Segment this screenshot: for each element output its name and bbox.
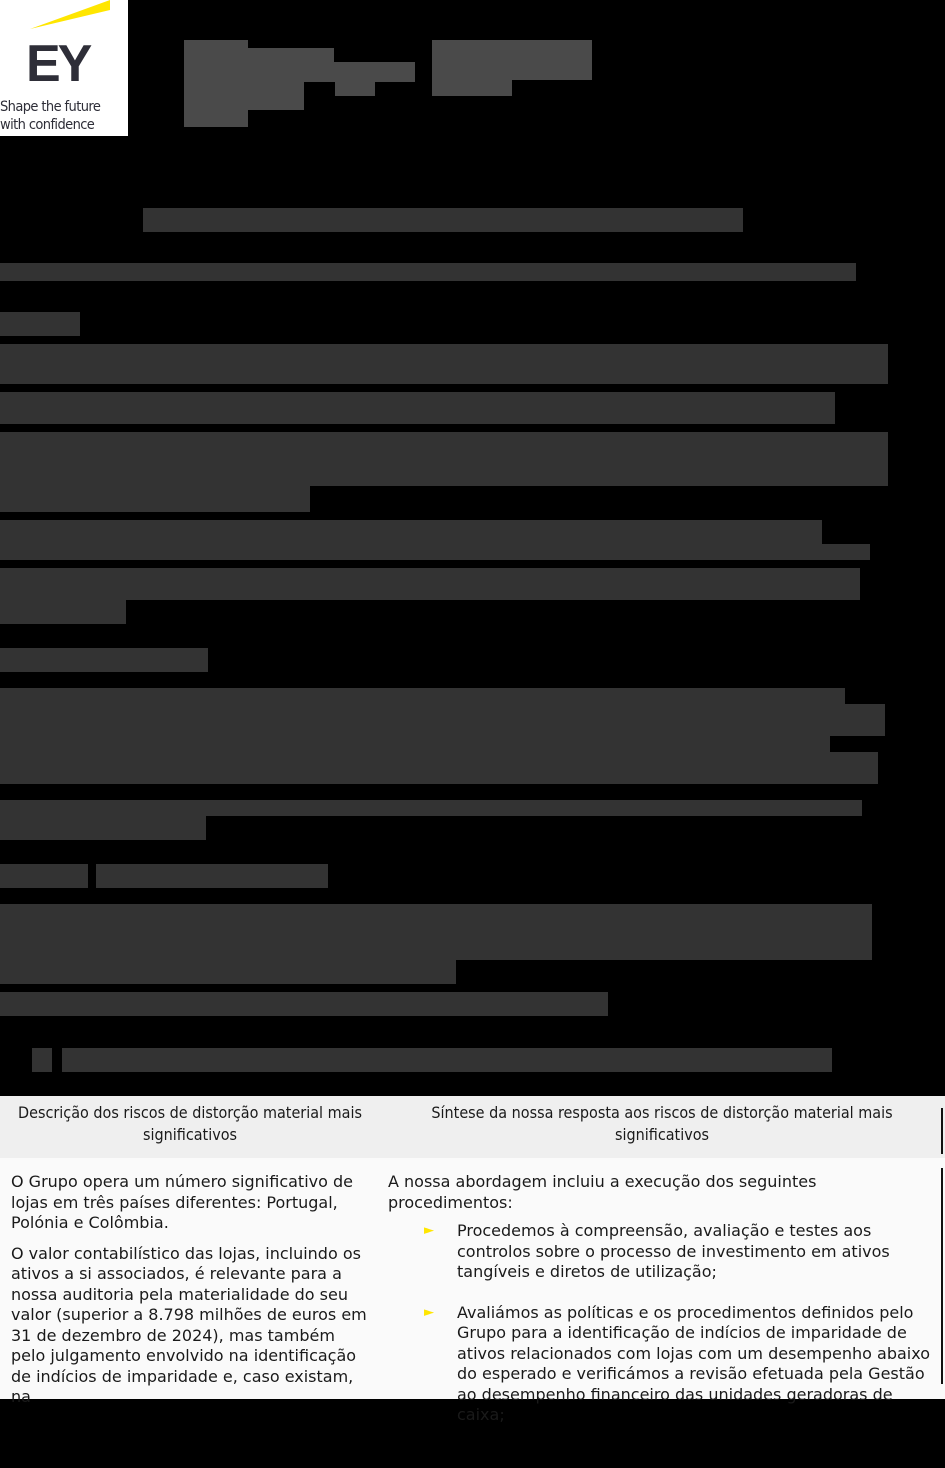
risk-paragraph: O valor contabilístico das lojas, incluindo os ativos a si associados, é relevante para a nossa auditoria pela materialidade do seu valor (superior a 8.798 milhões de euros em 31 de dezembro de 2024), mas também pelo julgamento envolvido na identificação de indícios de imparidade e, caso existam, na [11, 1243, 367, 1406]
header-risk-description: Descrição dos riscos de distorção material mais significativos [18, 1103, 362, 1144]
table-right-border [941, 1168, 943, 1384]
redacted-paragraph [0, 816, 206, 840]
key-audit-matters-table [0, 1096, 945, 1424]
yellow-triangle-arrow-icon: ► [424, 1304, 434, 1320]
response-intro: A nossa abordagem incluiu a execução dos seguintes procedimentos: [388, 1172, 817, 1212]
redacted-header-mid [300, 62, 415, 82]
redacted-paragraph [0, 432, 888, 486]
redacted-list-item [62, 1048, 832, 1072]
list-item [388, 1303, 940, 1426]
redacted-header-right [432, 40, 592, 80]
redacted-header-left [184, 48, 304, 110]
ey-logo [0, 0, 128, 136]
redacted-report-title [143, 208, 743, 232]
redacted-paragraph [0, 958, 456, 984]
ey-tagline [0, 98, 100, 134]
redacted-paragraph [0, 544, 870, 560]
redacted-section-heading [96, 864, 328, 888]
redacted-paragraph [0, 568, 860, 600]
table-right-border [941, 1108, 943, 1154]
redacted-paragraph [0, 752, 878, 784]
list-item [388, 1221, 940, 1283]
redacted-paragraph [0, 392, 835, 424]
table-header [0, 1096, 945, 1158]
redacted-paragraph [0, 992, 608, 1016]
redacted-paragraph [0, 344, 888, 384]
redacted-section-heading [0, 648, 208, 672]
redacted-header-mid [335, 80, 375, 96]
redacted-list-number [32, 1048, 52, 1072]
risk-paragraph: O Grupo opera um número significativo de lojas em três países diferentes: Portugal, Polónia e Colômbia. [11, 1172, 353, 1232]
ey-beam-icon [0, 0, 128, 40]
redacted-section-heading [0, 864, 88, 888]
redacted-paragraph [0, 486, 310, 512]
redacted-section-heading [0, 312, 80, 336]
redacted-paragraph [0, 600, 126, 624]
redacted-paragraph [0, 728, 830, 752]
procedures-list [388, 1221, 940, 1426]
redacted-paragraph [0, 904, 872, 960]
yellow-triangle-arrow-icon: ► [424, 1223, 434, 1238]
redacted-report-subtitle [0, 263, 856, 281]
redacted-paragraph [0, 800, 862, 816]
procedure-text: Avaliámos as políticas e os procedimentos definidos pelo Grupo para a identificação de indícios de imparidade de ativos relacionados com lojas com um desempenho abaixo do esperado e verificámos a revisão efetuada pela Gestão ao desempenho financeiro das unidades geradoras de caixa; [457, 1302, 930, 1424]
risk-description-cell [11, 1172, 371, 1418]
procedure-text: Procedemos à compreensão, avaliação e testes aos controlos sobre o processo de investimento em ativos tangíveis e diretos de utilização; [457, 1221, 890, 1281]
tagline-line-1: Shape the future [0, 99, 101, 115]
tagline-line-2: with confidence [0, 117, 95, 133]
header-audit-response: Síntese da nossa resposta aos riscos de distorção material mais significativos [431, 1103, 893, 1144]
redacted-header-right [432, 78, 512, 96]
audit-response-cell [388, 1172, 940, 1446]
ey-wordmark: EY [26, 35, 90, 93]
